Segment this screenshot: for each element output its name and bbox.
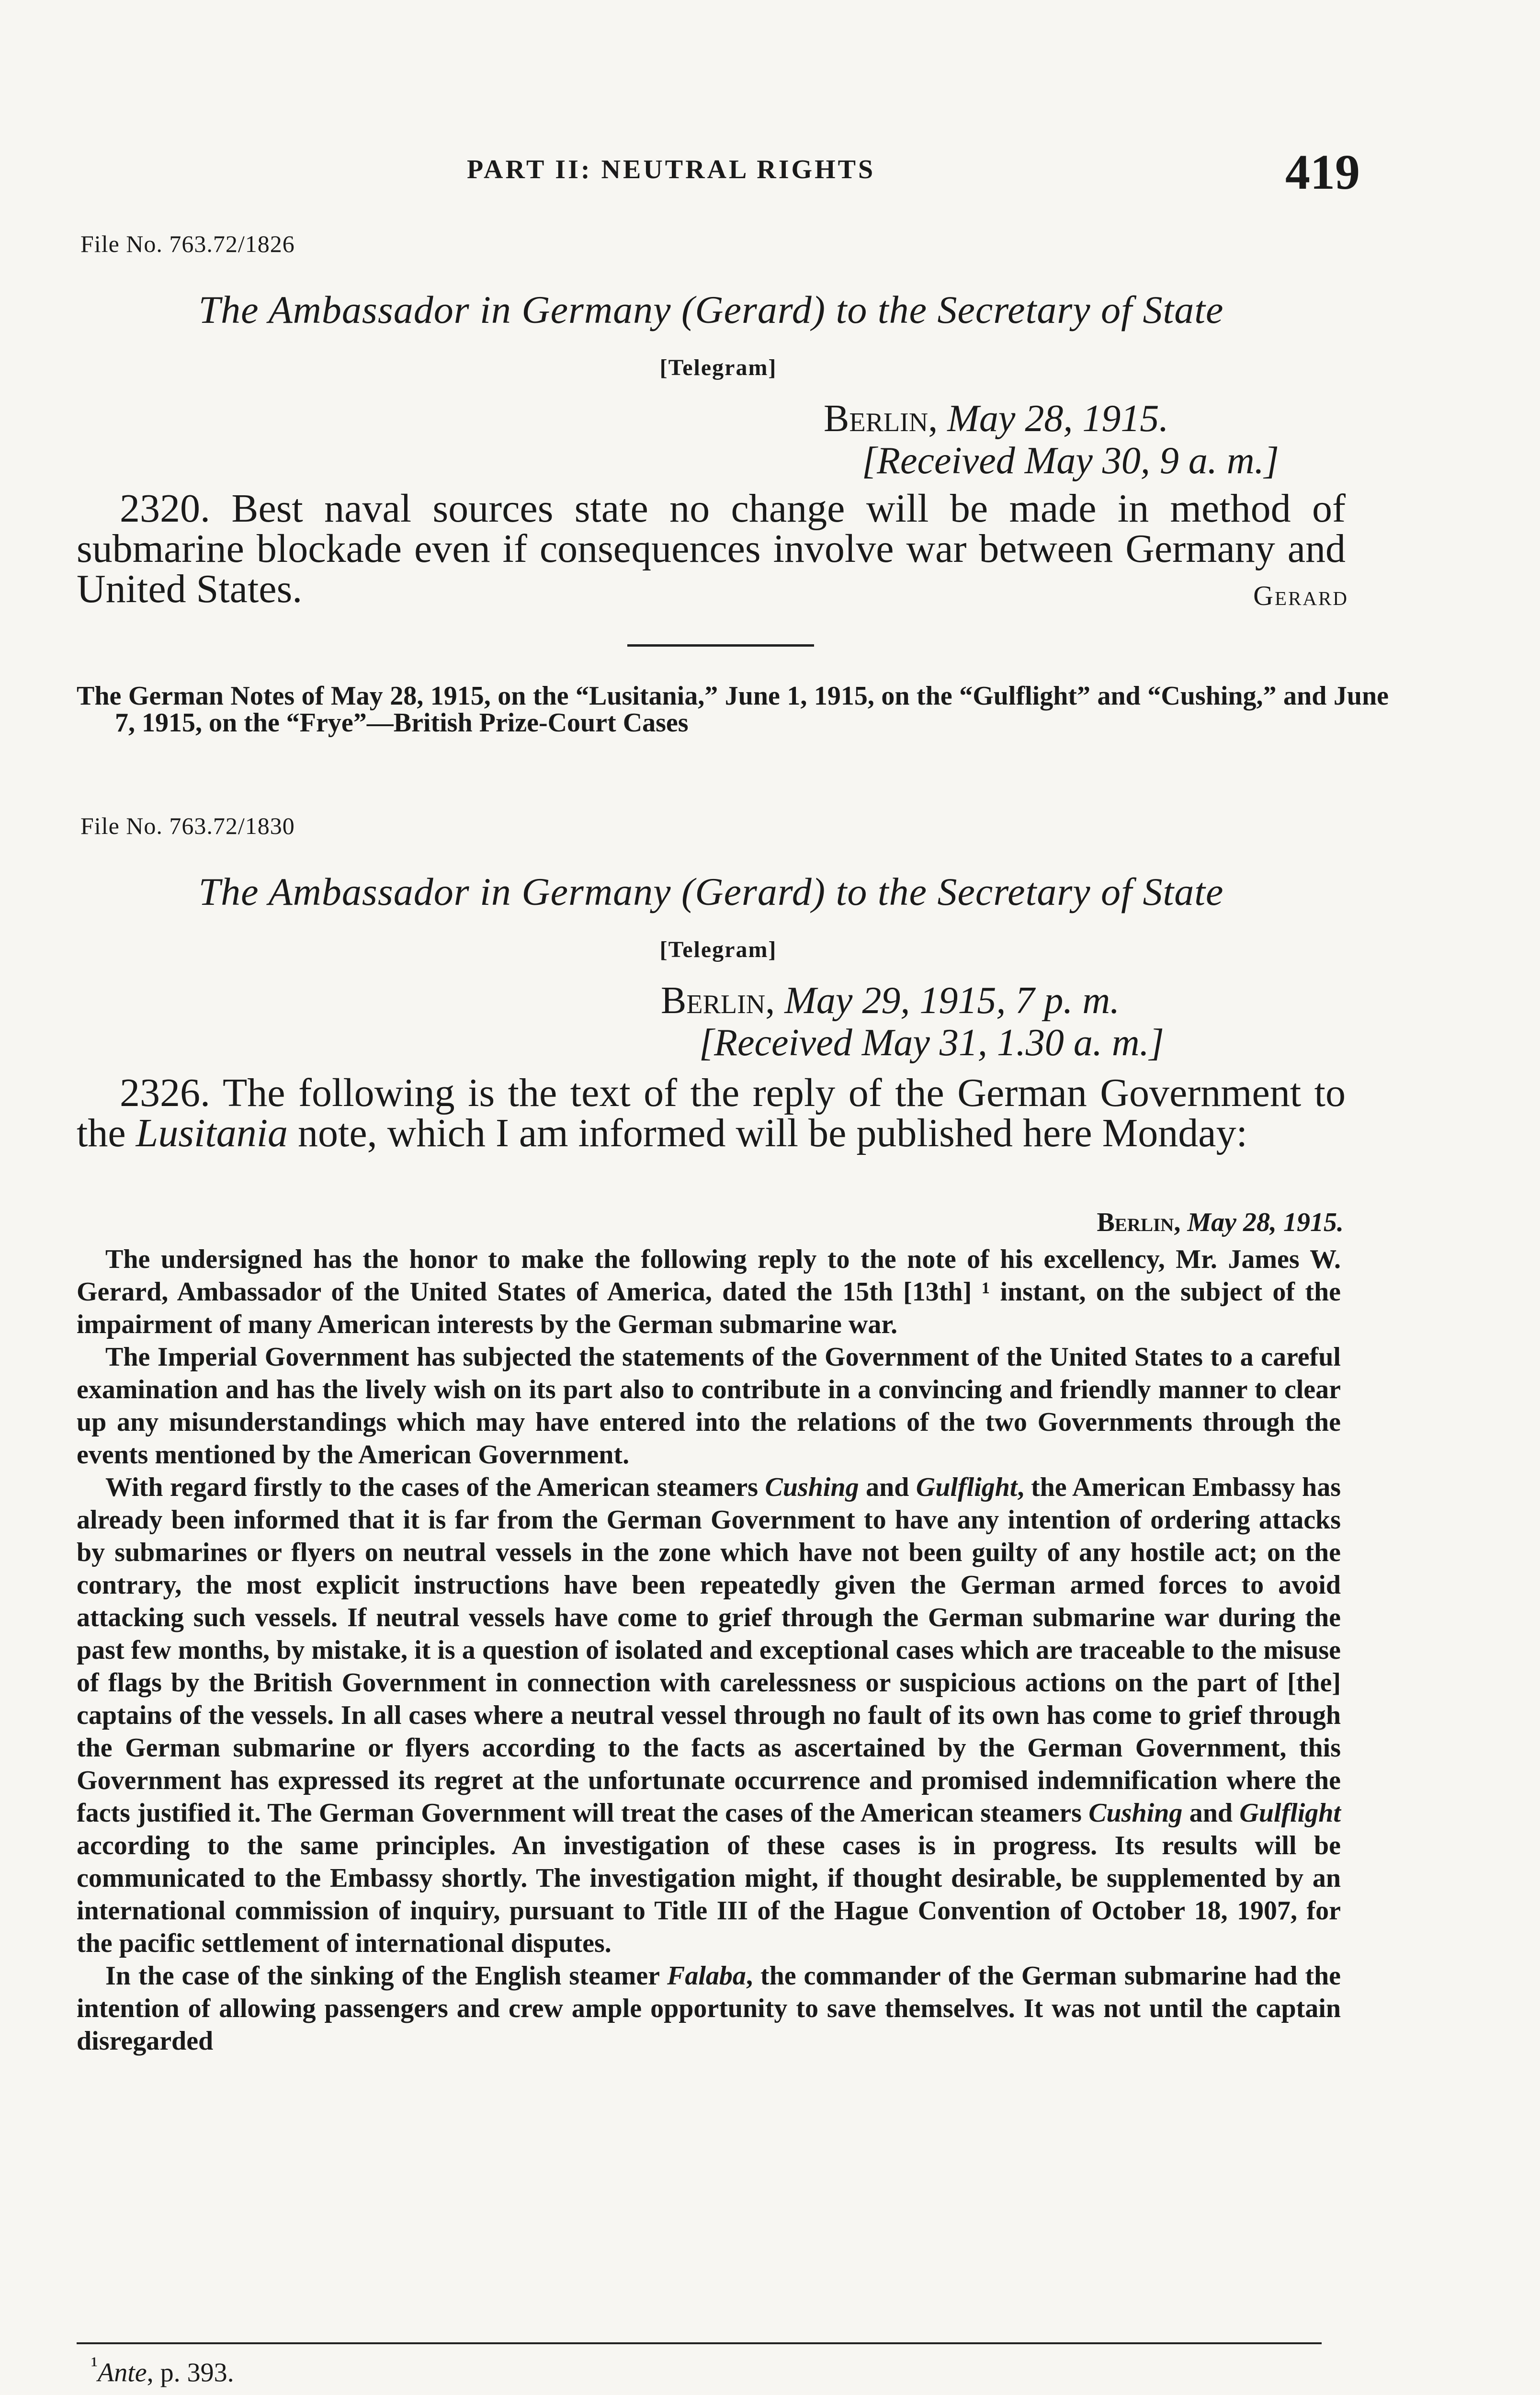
ship-cushing-2: Cushing	[1088, 1798, 1183, 1828]
note-paragraph-3	[77, 1471, 1341, 1960]
intro-ship-lusitania: Lusitania	[136, 1111, 288, 1155]
page-number: 419	[1285, 145, 1360, 200]
section-title: The German Notes of May 28, 1915, on the “Lusitania,” June 1, 1915, on the “Gulflight” and “Cushing,” and June 7, 1915, on the “Frye”—British Prize-Court Cases	[77, 681, 1389, 738]
intro-text-b: note, which I am informed will be published here Monday:	[288, 1111, 1247, 1155]
p3-and: and	[859, 1472, 916, 1502]
p3-text-c: according to the same principles. An investigation of these cases is in progress. Its results will be communicated to the Embassy shortly. The investigation might, if thought desirable, be supplemented by an international commission of inquiry, pursuant to Title III of the Hague Convention of October 18, 1907, for the pacific settlement of international disputes.	[77, 1831, 1341, 1958]
document-heading-1: The Ambassador in Germany (Gerard) to the Secretary of State	[198, 288, 1224, 331]
running-head-title: PART II: NEUTRAL RIGHTS	[467, 155, 876, 184]
file-number-2: File No. 763.72/1830	[80, 812, 295, 839]
note-paragraph-1: The undersigned has the honor to make the following reply to the note of his excellency, Mr. James W. Gerard, Ambassador of the United States of America, dated the 15th [13th] ¹ instant, on the subject of the impairment of many American interests by the German submarine war.	[77, 1244, 1341, 1339]
telegram-label-2: [Telegram]	[659, 937, 777, 962]
footnote-rule	[77, 2342, 1322, 2344]
ship-cushing: Cushing	[765, 1472, 859, 1502]
document-heading-2: The Ambassador in Germany (Gerard) to the Secretary of State	[198, 870, 1224, 913]
p3-text-a: With regard firstly to the cases of the American steamers	[105, 1472, 765, 1502]
dateline-place-2: Berlin,	[661, 980, 775, 1022]
dateline-date-2: May 29, 1915, 7 p. m.	[784, 980, 1120, 1022]
received-line-2: [Received May 31, 1.30 a. m.]	[699, 1022, 1164, 1064]
section-divider	[627, 644, 814, 647]
footnote-page: , p. 393.	[147, 2358, 234, 2388]
note-dateline	[1097, 1207, 1344, 1238]
telegram-label-1: [Telegram]	[659, 355, 777, 380]
p3-and-2: and	[1182, 1798, 1240, 1828]
running-head	[77, 144, 1360, 200]
p4-text-b: , the commander of the German submarine had the intention of allowing passengers and crew ample opportunity to save themselves. It was not until the captain disregarded	[77, 1961, 1341, 2056]
footnote	[91, 2352, 234, 2388]
note-paragraph-2: The Imperial Government has subjected the statements of the Government of the United States to a careful examination and has the lively wish on its part also to contribute in a convincing and friendly manner to clear up any misunderstandings which may have entered into the relations of the two Governments through the events mentioned by the American Government.	[77, 1342, 1341, 1470]
note-body	[77, 1243, 1341, 2057]
note-date: May 28, 1915.	[1187, 1208, 1344, 1237]
signature-gerard: Gerard	[1253, 580, 1348, 611]
file-number-1: File No. 763.72/1826	[80, 230, 295, 257]
footnote-mark: ¹	[91, 2352, 98, 2377]
received-line-1: [Received May 30, 9 a. m.]	[862, 440, 1279, 482]
telegram-text-1: 2320. Best naval sources state no change will be made in method of submarine blockade even if consequences involve war between Germany and United States.	[77, 486, 1346, 611]
telegram-text-2	[77, 1073, 1346, 1153]
ship-gulflight: Gulflight	[916, 1472, 1018, 1502]
dateline-1	[824, 398, 1350, 482]
ship-falaba: Falaba	[667, 1961, 746, 1991]
note-paragraph-4	[77, 1960, 1341, 2057]
p3-text-b: , the American Embassy has already been informed that it is far from the German Government to have any intention of ordering attacks by submarines or flyers on neutral vessels in the zone which have not been guilty of any hostile act; on the contrary, the most explicit instructions have been repeatedly given the German armed forces to avoid attacking such vessels. If neutral vessels have come to grief through the German submarine war during the past few months, by mistake, it is a question of isolated and exceptional cases which are traceable to the misuse of flags by the British Government in connection with carelessness or suspicious actions on the part of [the] captains of the vessels. In all cases where a neutral vessel through no fault of its own has come to grief through the German submarine or flyers according to the facts as ascertained by the German Government, this Government has expressed its regret at the unfortunate occurrence and promised indemnification where the facts justified it. The German Government will treat the cases of the American steamers	[77, 1472, 1341, 1828]
footnote-source: Ante	[98, 2358, 147, 2388]
dateline-2	[661, 980, 1341, 1064]
dateline-place-1: Berlin,	[824, 398, 938, 440]
ship-gulflight-2: Gulflight	[1239, 1798, 1341, 1828]
dateline-date-1: May 28, 1915.	[947, 398, 1169, 440]
intro-text-a: 2326. The following is the text of the reply of the German Government to the	[77, 1071, 1346, 1155]
note-place: Berlin,	[1097, 1208, 1181, 1237]
p4-text-a: In the case of the sinking of the English steamer	[105, 1961, 668, 1991]
